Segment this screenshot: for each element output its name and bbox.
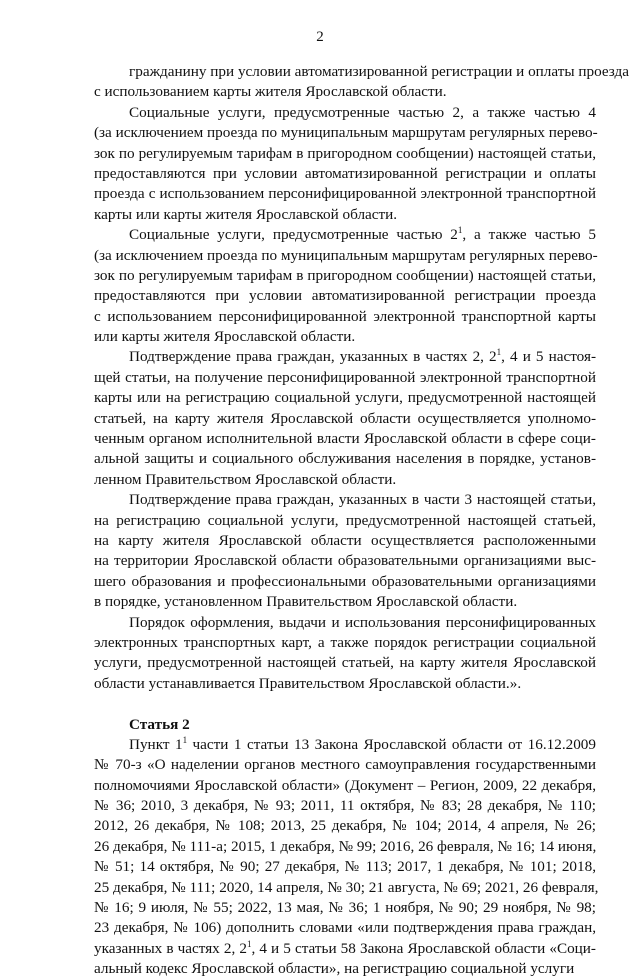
text-line: щей статьи, на получение персонифицированной электронной транспортной	[94, 368, 596, 386]
text-line: № 16; 9 июля, № 55; 2022, 13 мая, № 36; 1 ноября, № 90; 29 ноября, № 98;	[94, 899, 596, 917]
text-line: шего образования и профессиональными образовательными организациями	[94, 572, 596, 590]
text-line: предоставляются при условии автоматизированной регистрации и оплаты	[94, 164, 596, 182]
spacer	[94, 694, 596, 714]
text-line: Социальные услуги, предусмотренные частью $2^1$, а также частью 5	[129, 225, 597, 244]
text-line: Пункт $1^1$ части 1 статьи 13 Закона Ярославской области от 16.12.2009	[129, 734, 596, 753]
paragraph	[94, 62, 629, 103]
text-line: альной защиты и социального обслуживания населения в порядке, установ-	[94, 450, 596, 468]
text-line: ченным органом исполнительной власти Ярославской области в сфере соци-	[94, 430, 596, 448]
text-line: Подтверждение права граждан, указанных в части 3 настоящей статьи,	[129, 491, 596, 509]
text-line: с использованием карты жителя Ярославской области.	[94, 83, 447, 101]
text-line: электронных транспортных карт, а также порядок регистрации социальной	[94, 633, 596, 651]
paragraph	[94, 103, 596, 225]
text-line: статьей, на карту жителя Ярославской области осуществляется уполномо-	[94, 409, 596, 427]
text-line: гражданину при условии автоматизированной регистрации и оплаты проезда	[129, 63, 629, 80]
text-line: на территории Ярославской области образовательными организациями выс-	[94, 552, 596, 570]
paragraph	[94, 347, 596, 490]
text-line: Подтверждение права граждан, указанных в частях 2, $2^1$, 4 и 5 настоя-	[129, 347, 596, 366]
text-line: № 51; 14 октября, № 90; 27 декабря, № 113; 2017, 1 декабря, № 101; 2018,	[94, 858, 596, 876]
text-line: 23 декабря, № 106) дополнить словами «или подтверждения права граждан,	[94, 919, 596, 937]
page-number: 2	[316, 29, 324, 45]
text-line: с использованием персонифицированной электронной транспортной карты	[94, 307, 596, 325]
text-line: № 36; 2010, 3 декабря, № 93; 2011, 11 октября, № 83; 28 декабря, № 110;	[94, 797, 596, 815]
text-line: карты или карты жителя Ярославской области.	[94, 205, 398, 223]
article-heading: Статья 2	[129, 715, 190, 733]
text-line: 26 декабря, № 111-а; 2015, 1 декабря, № 99; 2016, 26 февраля, № 16; 14 июня,	[94, 837, 597, 855]
text-line: № 70-з «О наделении органов местного самоуправления государственными	[94, 756, 596, 774]
text-line: зок по регулируемым тарифам в пригородном сообщении) настоящей статьи,	[94, 266, 596, 284]
text-line: Порядок оформления, выдачи и использования персонифицированных	[129, 613, 596, 631]
paragraph	[94, 225, 596, 347]
text-line: Социальные услуги, предусмотренные частью 2, а также частью 4	[129, 103, 596, 121]
document-body	[94, 62, 629, 980]
text-line: на карту жителя Ярославской области осуществляется расположенными	[94, 531, 596, 549]
text-line: проезда с использованием персонифицированной электронной транспортной	[94, 185, 596, 203]
text-line: в порядке, установленном Правительством Ярославской области.	[94, 593, 518, 611]
article-paragraph	[94, 734, 599, 980]
text-line: или карты жителя Ярославской области.	[94, 328, 356, 346]
text-line: на регистрацию социальной услуги, предусмотренной настоящей статьей,	[94, 511, 596, 529]
paragraph	[94, 613, 596, 695]
text-line: области устанавливается Правительством Ярославской области.».	[94, 674, 522, 692]
text-line: карты или на регистрацию социальной услуги, предусмотренной настоящей	[94, 389, 596, 407]
text-line: услуги, предусмотренной настоящей статьей, на карту жителя Ярославской	[94, 654, 596, 672]
text-line: указанных в частях 2, $2^1$, 4 и 5 статьи 58 Закона Ярославской области «Соци-	[94, 938, 596, 957]
text-line: зок по регулируемым тарифам в пригородном сообщении) настоящей статьи,	[94, 144, 596, 162]
text-line: 25 декабря, № 111; 2020, 14 апреля, № 30; 21 августа, № 69; 2021, 26 февраля,	[94, 878, 599, 896]
text-line: предоставляются при условии автоматизированной регистрации проезда	[94, 287, 596, 305]
paragraph	[94, 490, 596, 612]
text-line: альный кодекс Ярославской области», на регистрацию социальной услуги	[94, 960, 575, 978]
text-line: (за исключением проезда по муниципальным маршрутам регулярных перево-	[94, 124, 598, 142]
text-line: 2012, 26 декабря, № 108; 2013, 25 декабря, № 104; 2014, 4 апреля, № 26;	[94, 817, 596, 835]
text-line: (за исключением проезда по муниципальным маршрутам регулярных перево-	[94, 246, 598, 264]
text-line: ленном Правительством Ярославской области.	[94, 470, 397, 488]
text-line: полномочиями Ярославской области» (Документ – Регион, 2009, 22 декабря,	[94, 776, 596, 794]
